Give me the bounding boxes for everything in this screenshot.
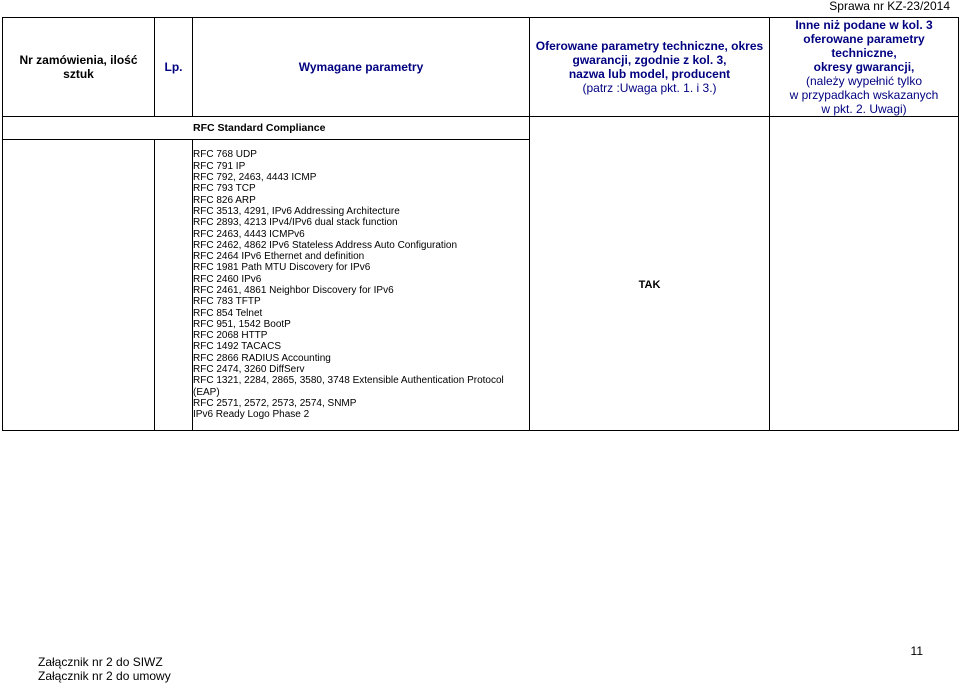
requirement-item: RFC 1492 TACACS <box>193 341 281 353</box>
requirement-item: RFC 826 ARP <box>193 194 256 206</box>
header-other-note: w przypadkach wskazanych <box>789 88 939 102</box>
requirement-item: RFC 2866 RADIUS Accounting <box>193 352 331 364</box>
requirement-item: (EAP) <box>193 386 220 398</box>
requirement-item: RFC 783 TFTP <box>193 296 261 308</box>
header-offered-note: (patrz :Uwaga pkt. 1. i 3.) <box>582 81 717 95</box>
requirement-item: RFC 2464 IPv6 Ethernet and definition <box>193 251 365 263</box>
requirement-item: RFC 3513, 4291, IPv6 Addressing Architecture <box>193 205 400 217</box>
footer-attachment-contract: Załącznik nr 2 do umowy <box>38 669 171 683</box>
specification-table <box>2 17 959 431</box>
header-other-line: Inne niż podane w kol. 3 <box>795 18 933 32</box>
header-other-note: (należy wypełnić tylko <box>805 74 923 88</box>
page-number: 11 <box>910 644 923 658</box>
lp-cell <box>155 140 193 431</box>
section-empty-cell <box>530 117 770 140</box>
header-other-line: oferowane parametry techniczne, <box>803 32 925 60</box>
footer-attachment-siwz: Załącznik nr 2 do SIWZ <box>38 655 163 669</box>
order-quantity-cell <box>3 140 155 431</box>
table-header-row <box>3 18 959 117</box>
requirement-item: RFC 2460 IPv6 <box>193 273 262 285</box>
requirement-item: RFC 791 IP <box>193 160 246 172</box>
answer-cell: TAK <box>530 140 770 431</box>
header-required-parameters: Wymagane parametry <box>193 18 530 117</box>
requirement-item: RFC 854 Telnet <box>193 307 263 319</box>
header-other-line: okresy gwarancji, <box>813 60 915 74</box>
requirement-item: RFC 2463, 4443 ICMPv6 <box>193 228 305 240</box>
header-order-quantity: Nr zamówienia, ilość sztuk <box>3 18 155 117</box>
requirements-list <box>193 140 530 431</box>
requirement-item: RFC 1321, 2284, 2865, 3580, 3748 Extensible Authentication Protocol <box>193 375 504 387</box>
header-other-parameters <box>770 18 959 117</box>
header-offered-line: gwarancji, zgodnie z kol. 3, <box>572 53 727 67</box>
section-row <box>3 117 959 140</box>
requirements-row <box>3 140 959 431</box>
requirement-item: RFC 768 UDP <box>193 149 257 161</box>
other-parameters-cell <box>770 140 959 431</box>
requirement-item: RFC 2461, 4861 Neighbor Discovery for IPv6 <box>193 285 394 296</box>
requirement-item: RFC 793 TCP <box>193 183 256 195</box>
requirement-item: RFC 792, 2463, 4443 ICMP <box>193 172 317 184</box>
requirement-item: RFC 951, 1542 BootP <box>193 318 291 330</box>
requirement-item: RFC 2462, 4862 IPv6 Stateless Address Auto Configuration <box>193 239 458 251</box>
header-offered-line: Oferowane parametry techniczne, okres <box>535 39 764 53</box>
section-title: RFC Standard Compliance <box>3 117 530 140</box>
footer <box>38 655 171 683</box>
header-other-note: w pkt. 2. Uwagi) <box>821 102 907 116</box>
header-offered-line: nazwa lub model, producent <box>568 67 731 81</box>
requirement-item: IPv6 Ready Logo Phase 2 <box>193 409 310 421</box>
section-empty-cell <box>770 117 959 140</box>
header-lp: Lp. <box>155 18 193 117</box>
requirement-item: RFC 2474, 3260 DiffServ <box>193 364 305 376</box>
requirement-item: RFC 1981 Path MTU Discovery for IPv6 <box>193 262 371 274</box>
requirement-item: RFC 2571, 2572, 2573, 2574, SNMP <box>193 397 357 409</box>
requirement-item: RFC 2893, 4213 IPv4/IPv6 dual stack function <box>193 217 398 229</box>
requirement-item: RFC 2068 HTTP <box>193 330 268 342</box>
case-reference: Sprawa nr KZ-23/2014 <box>829 0 950 13</box>
header-offered-parameters <box>530 18 770 117</box>
